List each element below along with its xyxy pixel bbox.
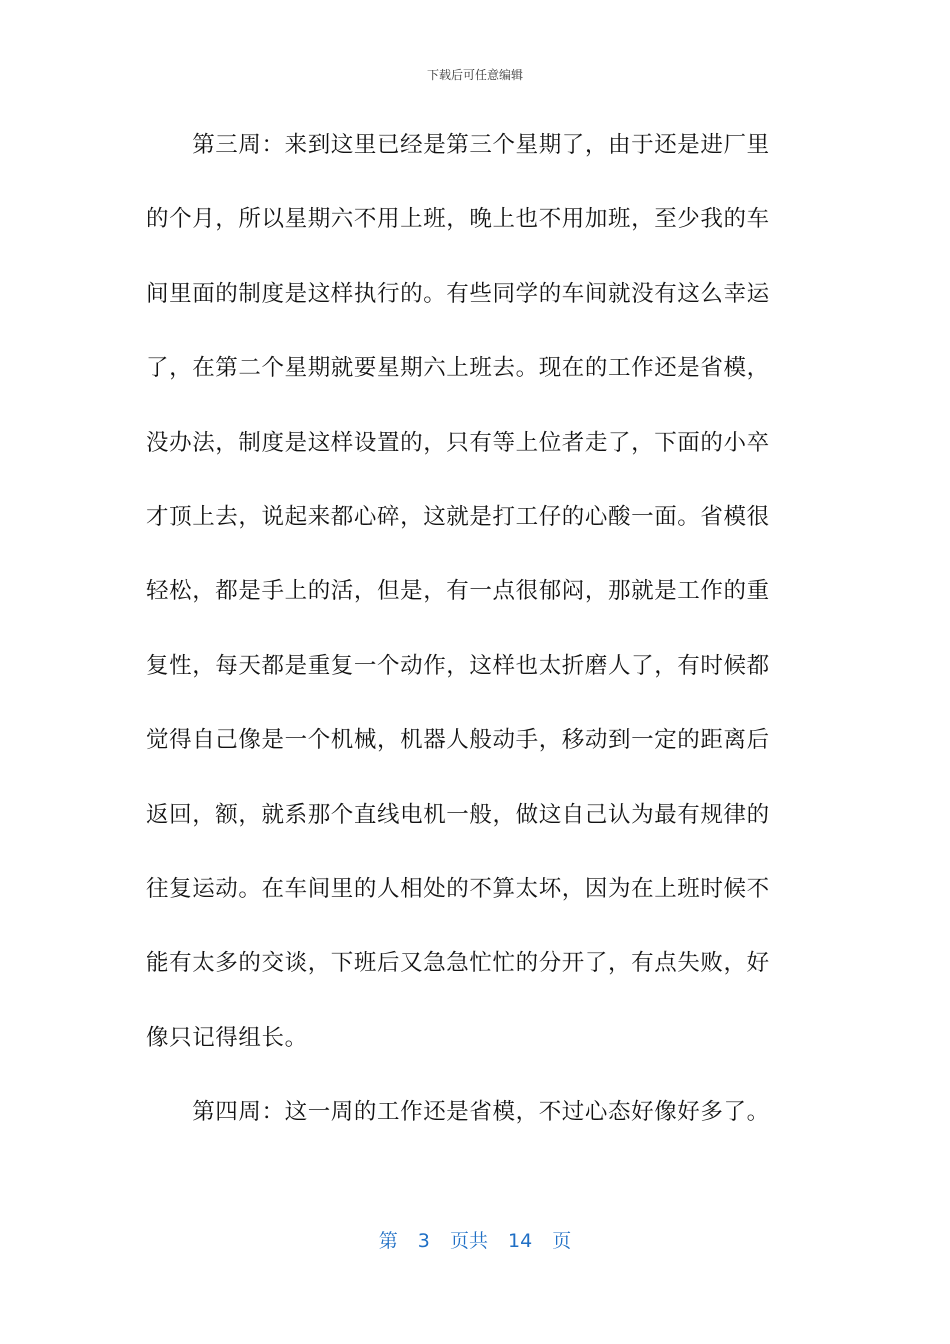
page-footer [0, 1226, 950, 1253]
footer-suffix: 页 [552, 1230, 572, 1252]
page-header: 下载后可任意编辑 [426, 68, 523, 82]
text-line: 第三周：来到这里已经是第三个星期了，由于还是进厂里 [146, 132, 770, 158]
text-line: 像只记得组长。 [146, 1024, 308, 1051]
document-body [146, 120, 792, 1161]
text-line: 才顶上去，说起来都心碎，这就是打工仔的心酸一面。省模很 [146, 503, 770, 530]
footer-total-pages: 14 [508, 1230, 533, 1252]
text-line: 返回，额，就系那个直线电机一般，做这自己认为最有规律的 [146, 801, 770, 828]
text-line: 间里面的制度是这样执行的。有些同学的车间就没有这么幸运 [146, 280, 770, 307]
text-line: 没办法，制度是这样设置的，只有等上位者走了，下面的小卒 [146, 429, 770, 456]
text-line: 往复运动。在车间里的人相处的不算太坏，因为在上班时候不 [146, 875, 770, 902]
text-line: 复性，每天都是重复一个动作，这样也太折磨人了，有时候都 [146, 652, 770, 679]
footer-middle: 页共 [449, 1230, 488, 1252]
text-line: 觉得自己像是一个机械，机器人般动手，移动到一定的距离后 [146, 727, 770, 754]
footer-page-number: 3 [417, 1230, 430, 1252]
text-line: 轻松，都是手上的活，但是，有一点很郁闷，那就是工作的重 [146, 578, 770, 605]
text-line: 了，在第二个星期就要星期六上班去。现在的工作还是省模， [146, 355, 770, 382]
text-line: 能有太多的交谈，下班后又急急忙忙的分开了，有点失败，好 [146, 950, 770, 977]
text-line: 的个月，所以星期六不用上班，晚上也不用加班，至少我的车 [146, 206, 770, 233]
footer-prefix: 第 [378, 1230, 398, 1252]
text-line: 第四周：这一周的工作还是省模，不过心态好像好多了。 [146, 1099, 770, 1126]
